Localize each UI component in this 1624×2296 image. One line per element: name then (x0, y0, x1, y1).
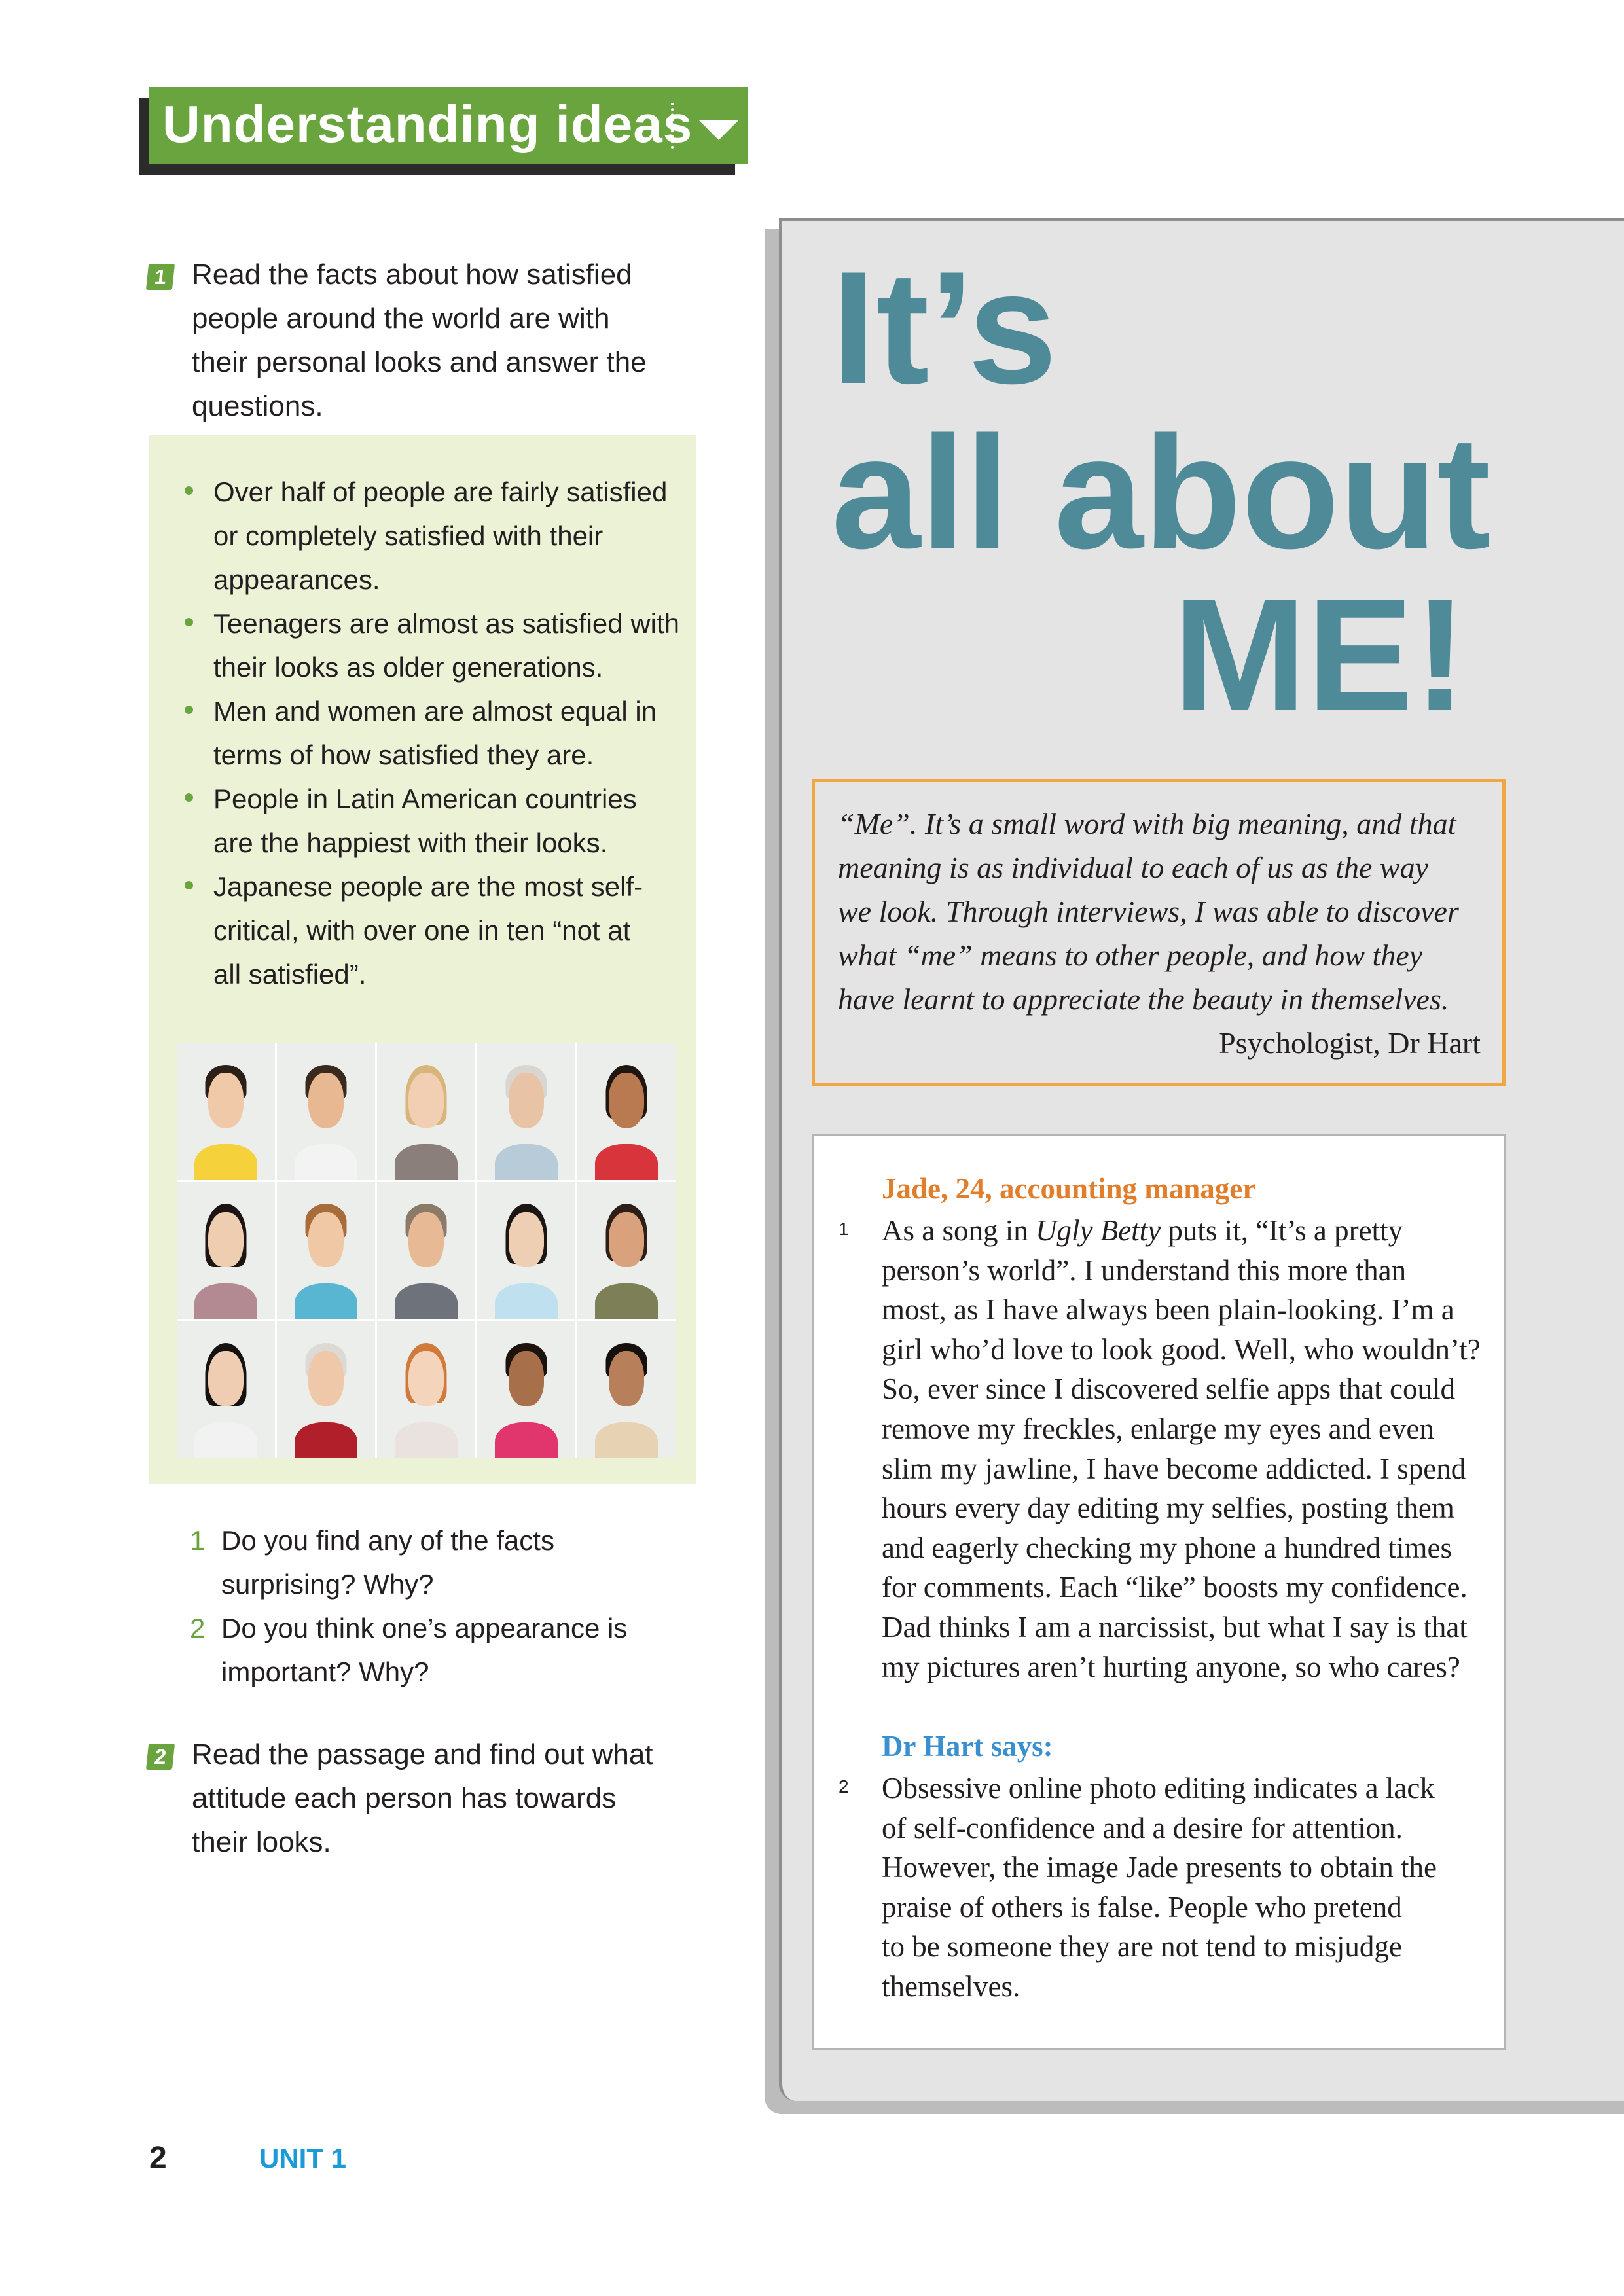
question-item (190, 1606, 687, 1694)
paragraph-line: So, ever since I discovered selfie apps that could (882, 1372, 1455, 1406)
question-list (190, 1518, 687, 1694)
portrait-photo (377, 1182, 475, 1319)
quote-line: “Me”. It’s a small word with big meaning, and that (838, 807, 1456, 840)
paragraph-line: and eagerly checking my phone a hundred times (882, 1531, 1452, 1564)
article-title-line: all about (831, 403, 1491, 582)
task-number-badge: 2 (146, 1744, 175, 1770)
paragraph-line: for comments. Each “like” boosts my confidence. (882, 1571, 1468, 1604)
portrait-photo (577, 1321, 676, 1458)
paragraph-line: most, as I have always been plain-looking. I’m a (882, 1293, 1454, 1327)
unit-label: UNIT 1 (259, 2143, 347, 2174)
paragraph-line: of self-confidence and a desire for attention. (882, 1811, 1403, 1844)
paragraph-line: praise of others is false. People who pretend (882, 1890, 1402, 1924)
fact-line: Over half of people are fairly satisfied (213, 476, 668, 507)
fact-item (183, 777, 681, 865)
task-line: questions. (192, 390, 323, 422)
bullet-icon (185, 618, 193, 626)
portrait-photo (477, 1321, 575, 1458)
portrait-photo (377, 1043, 475, 1180)
fact-line: are the happiest with their looks. (213, 827, 608, 858)
facts-list (183, 470, 681, 996)
portrait-photo (177, 1321, 275, 1458)
paragraph-line: girl who’d love to look good. Well, who wouldn’t? (882, 1333, 1481, 1366)
text-span: puts it, “It’s a pretty (1161, 1214, 1403, 1247)
fact-line: appearances. (213, 564, 380, 595)
paragraph-line: However, the image Jade presents to obtain the (882, 1851, 1437, 1884)
question-line: Do you find any of the facts (221, 1525, 554, 1556)
portrait-photo (477, 1043, 575, 1180)
header-divider (671, 103, 674, 149)
question-number: 2 (190, 1613, 206, 1643)
task-line: their personal looks and answer the (192, 346, 647, 378)
fact-line: Men and women are almost equal in (213, 696, 657, 726)
quote-line: have learnt to appreciate the beauty in themselves. (838, 982, 1449, 1016)
interview-paragraph (882, 1211, 1494, 1687)
portrait-photo (477, 1182, 575, 1319)
portrait-photo (177, 1182, 275, 1319)
question-line: important? Why? (221, 1657, 429, 1687)
paragraph-line: hours every day editing my selfies, posting them (882, 1492, 1454, 1525)
paragraph-line: my pictures aren’t hurting anyone, so who cares? (882, 1650, 1460, 1683)
question-number: 1 (190, 1525, 206, 1556)
bullet-icon (185, 881, 193, 889)
task-line: attitude each person has towards (192, 1782, 617, 1814)
task-line: Read the passage and find out what (192, 1738, 653, 1770)
paragraph-line: Dad thinks I am a narcissist, but what I say is that (882, 1610, 1468, 1643)
interviewee-heading: Jade, 24, accounting manager (882, 1172, 1256, 1205)
paragraph-number: 2 (839, 1776, 849, 1797)
fact-line: People in Latin American countries (213, 783, 637, 814)
task-instruction (192, 253, 689, 428)
section-title: Understanding ideas (162, 95, 693, 153)
quote-attribution: Psychologist, Dr Hart (1219, 1026, 1481, 1060)
task-line: their looks. (192, 1826, 331, 1858)
paragraph-line: person’s world”. I understand this more than (882, 1253, 1407, 1287)
portrait-photo (177, 1043, 275, 1180)
bullet-icon (185, 486, 193, 495)
paragraph-line: remove my freckles, enlarge my eyes and even (882, 1412, 1434, 1445)
portrait-photo (577, 1043, 676, 1180)
quote-line: meaning is as individual to each of us as the way (838, 851, 1429, 884)
quote-line: we look. Through interviews, I was able to discover (838, 895, 1459, 928)
fact-item (183, 865, 681, 996)
question-line: Do you think one’s appearance is (221, 1613, 628, 1643)
task-line: Read the facts about how satisfied (192, 259, 632, 291)
fact-item (183, 470, 681, 601)
show-title: Ugly Betty (1036, 1214, 1161, 1247)
bullet-icon (185, 706, 193, 714)
article-title-line: ME! (1173, 565, 1468, 744)
paragraph-line: to be someone they are not tend to misjudge (882, 1930, 1402, 1964)
fact-line: critical, with over one in ten “not at (213, 915, 631, 946)
paragraph-line: slim my jawline, I have become addicted. I spend (882, 1452, 1466, 1485)
page-number: 2 (149, 2141, 167, 2176)
fact-line: terms of how satisfied they are. (213, 740, 594, 770)
paragraph-number: 1 (839, 1219, 849, 1239)
question-item (190, 1518, 687, 1606)
bullet-icon (185, 793, 193, 802)
text-span: As a song in (882, 1214, 1036, 1247)
portrait-grid (177, 1043, 676, 1458)
portrait-photo (277, 1043, 375, 1180)
fact-line: their looks as older generations. (213, 652, 604, 683)
fact-line: Japanese people are the most self- (213, 871, 643, 902)
paragraph-line (882, 1211, 1494, 1251)
article-title-line: It’s (831, 238, 1057, 417)
portrait-photo (277, 1182, 375, 1319)
portrait-photo (377, 1321, 475, 1458)
fact-line: or completely satisfied with their (213, 520, 604, 551)
fact-line: all satisfied”. (213, 959, 367, 990)
task-instruction (192, 1732, 689, 1864)
expert-paragraph (882, 1768, 1484, 2007)
quote-line: what “me” means to other people, and how they (838, 939, 1423, 972)
portrait-photo (577, 1182, 676, 1319)
fact-item (183, 601, 681, 689)
task-line: people around the world are with (192, 302, 610, 334)
fact-line: Teenagers are almost as satisfied with (213, 608, 680, 639)
task-number-badge: 1 (146, 264, 175, 290)
expert-heading: Dr Hart says: (882, 1730, 1053, 1763)
paragraph-line: Obsessive online photo editing indicates a lack (882, 1772, 1435, 1804)
paragraph-line: themselves. (882, 1969, 1020, 2003)
question-line: surprising? Why? (221, 1569, 434, 1600)
fact-item (183, 689, 681, 777)
quote-text (838, 802, 1486, 1021)
dropdown-arrow-icon (699, 120, 738, 140)
portrait-photo (277, 1321, 375, 1458)
